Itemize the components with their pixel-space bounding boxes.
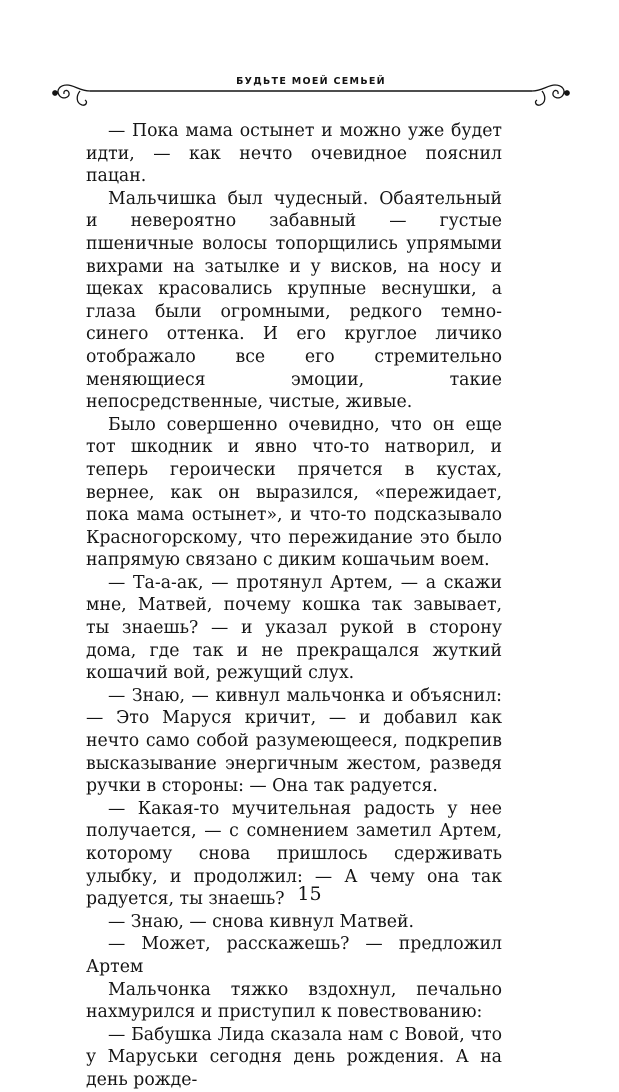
paragraph: Мальчонка тяжко вздохнул, печально нахмурился и приступил к повествованию: — [86, 979, 502, 1023]
paragraph: Было совершенно очевидно, что он еще тот шкодник и явно что-то натворил, и теперь героически прячется в кустах, вернее, как он выразился, «пережидает, пока мама остынет», и что-то подсказывало Красногорскому, что пережидание это было напрямую связано с диким кошачьим воем. — [86, 414, 502, 571]
paragraph: — Может, расскажешь? — предложил Артем — [86, 934, 502, 977]
paragraph: — Бабушка Лида сказала нам с Вовой, что у Маруськи сегодня день рождения. А на день рожде- — [86, 1024, 502, 1090]
paragraph: — Знаю, — кивнул мальчонка и объяснил: — Это Маруся кричит, — и добавил как нечто само собой разумеющееся, подкрепив высказывание энергичным жестом, разведя ручки в стороны: — Она так радуется. — [86, 685, 502, 797]
paragraph: — Знаю, — снова кивнул Матвей. — [108, 911, 415, 932]
paragraph: — Какая-то мучительная радость у нее получается, — с сомнением заметил Артем, которому снова пришлось сдерживать улыбку, и продолжил: — А чему она так радуется, ты знаешь? — [86, 798, 502, 910]
paragraph: — Пока мама остынет и можно уже будет идти, — как нечто очевидное пояснил пацан. — [86, 121, 502, 187]
page-number: 15 — [297, 883, 322, 905]
body-text — [86, 120, 502, 1092]
header-title: БУДЬТЕ МОЕЙ СЕМЬЕЙ — [236, 76, 386, 87]
paragraph: Мальчишка был чудесный. Обаятельный и невероятно забавный — густые пшеничные волосы топорщились упрямыми вихрами на затылке и у висков, на носу и щеках красовались крупные веснушки, а глаза были огромными, редкого темно-синего оттенка. И его круглое личико отображало все его стремительно меняющиеся эмоции, такие непосредственные, чистые, живые. — [86, 188, 502, 413]
running-header — [50, 72, 572, 112]
paragraph: — Та-а-ак, — протянул Артем, — а скажи мне, Матвей, почему кошка так завывает, ты знаешь? — и указал рукой в сторону дома, где так и не прекращался жуткий кошачий вой, режущий слух. — [86, 572, 502, 684]
